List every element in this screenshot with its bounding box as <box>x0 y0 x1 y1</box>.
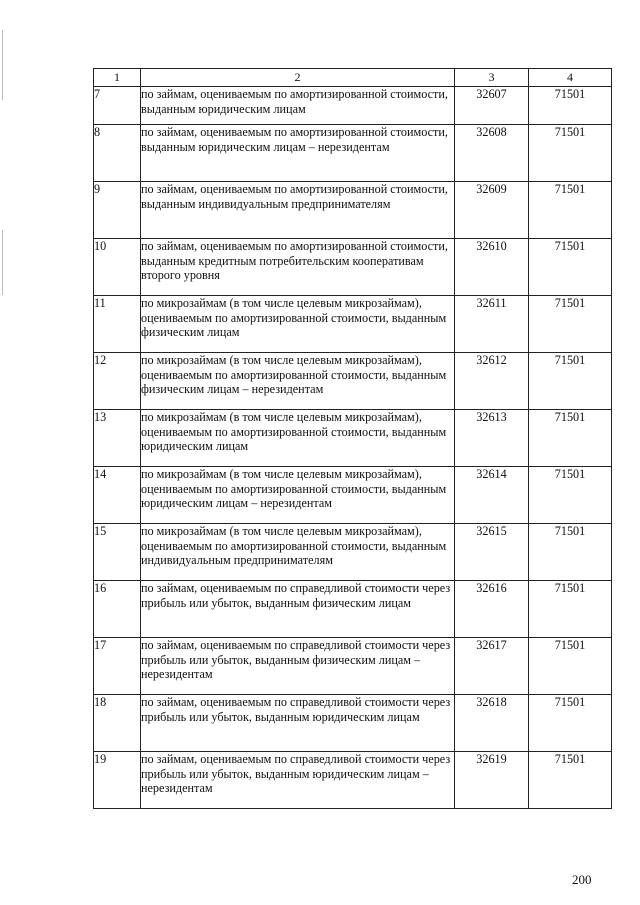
row-number: 13 <box>94 410 141 467</box>
row-number: 16 <box>94 581 141 638</box>
row-number: 11 <box>94 296 141 353</box>
symbol-code: 71501 <box>529 752 612 809</box>
column-header-1: 1 <box>94 69 141 87</box>
account-number: 32617 <box>455 638 529 695</box>
accounts-table <box>93 68 612 809</box>
table-row <box>94 353 612 410</box>
table-row <box>94 125 612 182</box>
column-header-3: 3 <box>455 69 529 87</box>
row-number: 18 <box>94 695 141 752</box>
account-number: 32608 <box>455 125 529 182</box>
header-row <box>94 69 612 87</box>
account-number: 32616 <box>455 581 529 638</box>
scan-margin-mark-bottom <box>2 230 3 295</box>
symbol-code: 71501 <box>529 524 612 581</box>
table-row <box>94 296 612 353</box>
account-number: 32610 <box>455 239 529 296</box>
page-number: 200 <box>572 872 592 887</box>
account-number: 32613 <box>455 410 529 467</box>
account-number: 32615 <box>455 524 529 581</box>
account-number: 32614 <box>455 467 529 524</box>
table-row <box>94 410 612 467</box>
symbol-code: 71501 <box>529 695 612 752</box>
row-description: по займам, оцениваемым по справедливой стоимости через прибыль или убыток, выданным юридическим лицам <box>141 695 455 752</box>
row-description: по микрозаймам (в том числе целевым микрозаймам), оцениваемым по амортизированной стоимости, выданным индивидуальным предпринимателям <box>141 524 455 581</box>
row-number: 12 <box>94 353 141 410</box>
table-row <box>94 239 612 296</box>
symbol-code: 71501 <box>529 410 612 467</box>
column-header-4: 4 <box>529 69 612 87</box>
symbol-code: 71501 <box>529 239 612 296</box>
account-number: 32618 <box>455 695 529 752</box>
symbol-code: 71501 <box>529 581 612 638</box>
row-description: по микрозаймам (в том числе целевым микрозаймам), оцениваемым по амортизированной стоимости, выданным юридическим лицам – нерезидентам <box>141 467 455 524</box>
row-number: 15 <box>94 524 141 581</box>
table-row <box>94 524 612 581</box>
row-description: по займам, оцениваемым по справедливой стоимости через прибыль или убыток, выданным физическим лицам – нерезидентам <box>141 638 455 695</box>
row-description: по микрозаймам (в том числе целевым микрозаймам), оцениваемым по амортизированной стоимости, выданным физическим лицам <box>141 296 455 353</box>
account-number: 32619 <box>455 752 529 809</box>
row-number: 19 <box>94 752 141 809</box>
symbol-code: 71501 <box>529 125 612 182</box>
symbol-code: 71501 <box>529 638 612 695</box>
table-row <box>94 695 612 752</box>
account-number: 32612 <box>455 353 529 410</box>
table-row <box>94 752 612 809</box>
symbol-code: 71501 <box>529 87 612 125</box>
row-number: 14 <box>94 467 141 524</box>
account-number: 32607 <box>455 87 529 125</box>
row-description: по микрозаймам (в том числе целевым микрозаймам), оцениваемым по амортизированной стоимости, выданным юридическим лицам <box>141 410 455 467</box>
row-number: 10 <box>94 239 141 296</box>
column-header-2: 2 <box>141 69 455 87</box>
scan-margin-mark-top <box>2 30 3 100</box>
table-row <box>94 87 612 125</box>
table-row <box>94 638 612 695</box>
table-row <box>94 467 612 524</box>
row-number: 17 <box>94 638 141 695</box>
symbol-code: 71501 <box>529 467 612 524</box>
account-number: 32609 <box>455 182 529 239</box>
row-description: по займам, оцениваемым по амортизированной стоимости, выданным юридическим лицам – нерезидентам <box>141 125 455 182</box>
row-number: 9 <box>94 182 141 239</box>
account-number: 32611 <box>455 296 529 353</box>
symbol-code: 71501 <box>529 353 612 410</box>
table-row <box>94 182 612 239</box>
row-description: по займам, оцениваемым по справедливой стоимости через прибыль или убыток, выданным физическим лицам <box>141 581 455 638</box>
symbol-code: 71501 <box>529 182 612 239</box>
row-description: по микрозаймам (в том числе целевым микрозаймам), оцениваемым по амортизированной стоимости, выданным физическим лицам – нерезидентам <box>141 353 455 410</box>
row-description: по займам, оцениваемым по амортизированной стоимости, выданным юридическим лицам <box>141 87 455 125</box>
row-description: по займам, оцениваемым по справедливой стоимости через прибыль или убыток, выданным юридическим лицам – нерезидентам <box>141 752 455 809</box>
row-number: 8 <box>94 125 141 182</box>
row-description: по займам, оцениваемым по амортизированной стоимости, выданным кредитным потребительским кооперативам второго уровня <box>141 239 455 296</box>
row-number: 7 <box>94 87 141 125</box>
row-description: по займам, оцениваемым по амортизированной стоимости, выданным индивидуальным предпринимателям <box>141 182 455 239</box>
table-row <box>94 581 612 638</box>
symbol-code: 71501 <box>529 296 612 353</box>
